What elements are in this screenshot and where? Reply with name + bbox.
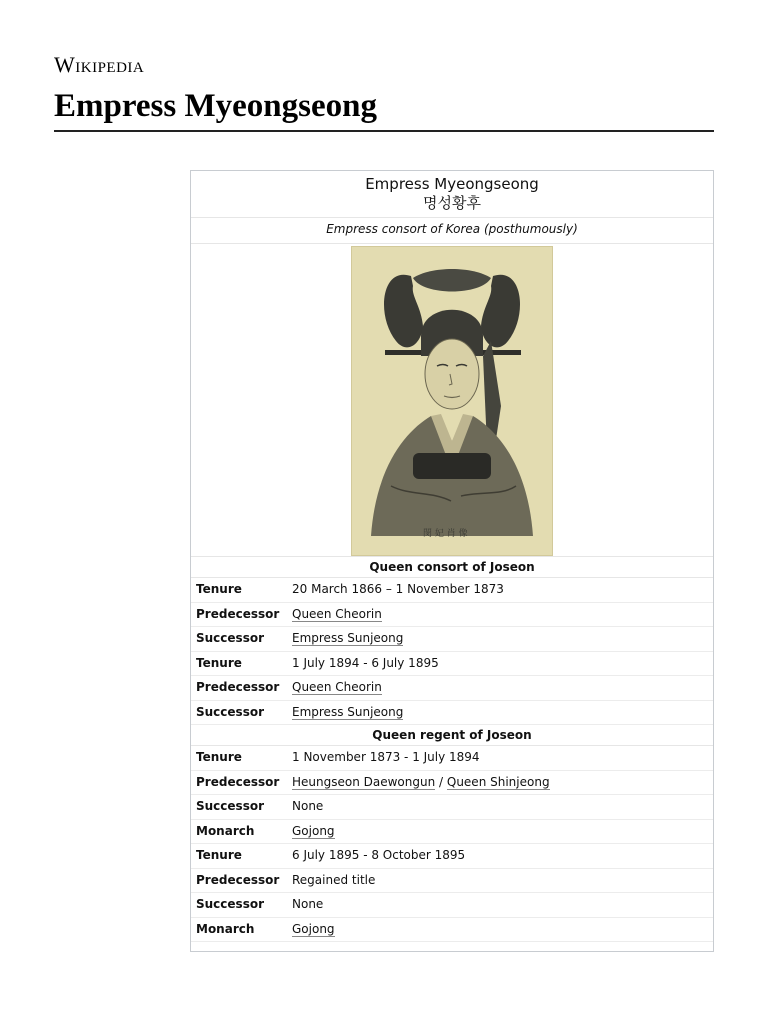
row-value [292,869,713,893]
row-value [292,820,713,844]
row-value [292,795,713,819]
infobox-row [191,893,713,918]
row-label: Successor [196,897,264,911]
portrait-image[interactable] [351,246,553,556]
portrait-caption: 閔 妃 肖 像 [423,529,468,539]
infobox-header [191,171,713,218]
row-link[interactable]: Gojong [292,823,335,838]
row-label: Predecessor [196,680,280,694]
row-text: 20 March 1866 – 1 November 1873 [292,582,504,596]
row-link[interactable]: Queen Shinjeong [446,774,550,789]
infobox-name: Empress Myeongseong [365,175,539,193]
row-link[interactable]: Queen Cheorin [292,606,382,621]
row-text: None [292,799,324,813]
row-label: Tenure [196,750,242,764]
infobox-row [191,676,713,701]
row-link[interactable]: Queen Cheorin [292,680,382,694]
infobox-row [191,603,713,628]
infobox-row [191,578,713,603]
row-text: 1 July 1894 - 6 July 1895 [292,655,439,670]
infobox-row [191,771,713,796]
title-underline [54,130,714,132]
row-text: Regained title [292,872,376,887]
separator: / [435,774,447,789]
row-value [292,893,713,917]
row-label: Successor [196,799,264,813]
row-value [292,627,713,651]
infobox-sections [191,557,713,942]
row-label: Successor [196,631,264,645]
row-value [292,771,713,795]
row-value [292,578,713,602]
row-value [292,603,713,627]
row-link[interactable]: Heungseon Daewongun [292,774,436,789]
row-label: Monarch [196,921,255,936]
row-label: Tenure [196,655,242,670]
row-label: Predecessor [196,872,280,887]
page-title: Empress Myeongseong [54,88,377,124]
row-text: 6 July 1895 - 8 October 1895 [292,848,466,862]
infobox-footer [191,942,713,951]
row-value [292,746,713,770]
row-value [292,918,713,942]
row-value [292,701,713,725]
row-value [292,652,713,676]
infobox-row [191,795,713,820]
wikipedia-wordmark[interactable]: Wikipedia [54,52,145,77]
row-text: None [292,897,324,911]
row-value [292,676,713,700]
row-link[interactable]: Gojong [292,921,335,936]
infobox-row [191,844,713,869]
infobox-row [191,701,713,726]
infobox-native-name: 명성황후 [423,194,481,212]
infobox-row [191,820,713,845]
row-label: Tenure [196,848,242,862]
infobox-row [191,652,713,677]
infobox-row [191,869,713,894]
row-label: Monarch [196,823,255,838]
infobox-image-cell [191,244,713,557]
infobox [190,170,714,952]
row-label: Predecessor [196,606,280,621]
row-link[interactable]: Empress Sunjeong [292,704,404,719]
section-heading: Queen regent of Joseon [191,725,713,746]
section-heading: Queen consort of Joseon [191,557,713,578]
row-label: Successor [196,704,264,719]
row-text: 1 November 1873 - 1 July 1894 [292,750,480,764]
row-value [292,844,713,868]
infobox-subtitle: Empress consort of Korea (posthumously) [191,218,713,244]
row-label: Tenure [196,582,242,596]
infobox-row [191,627,713,652]
infobox-row [191,918,713,943]
row-link[interactable]: Empress Sunjeong [292,631,404,645]
row-label: Predecessor [196,774,280,789]
infobox-row [191,746,713,771]
